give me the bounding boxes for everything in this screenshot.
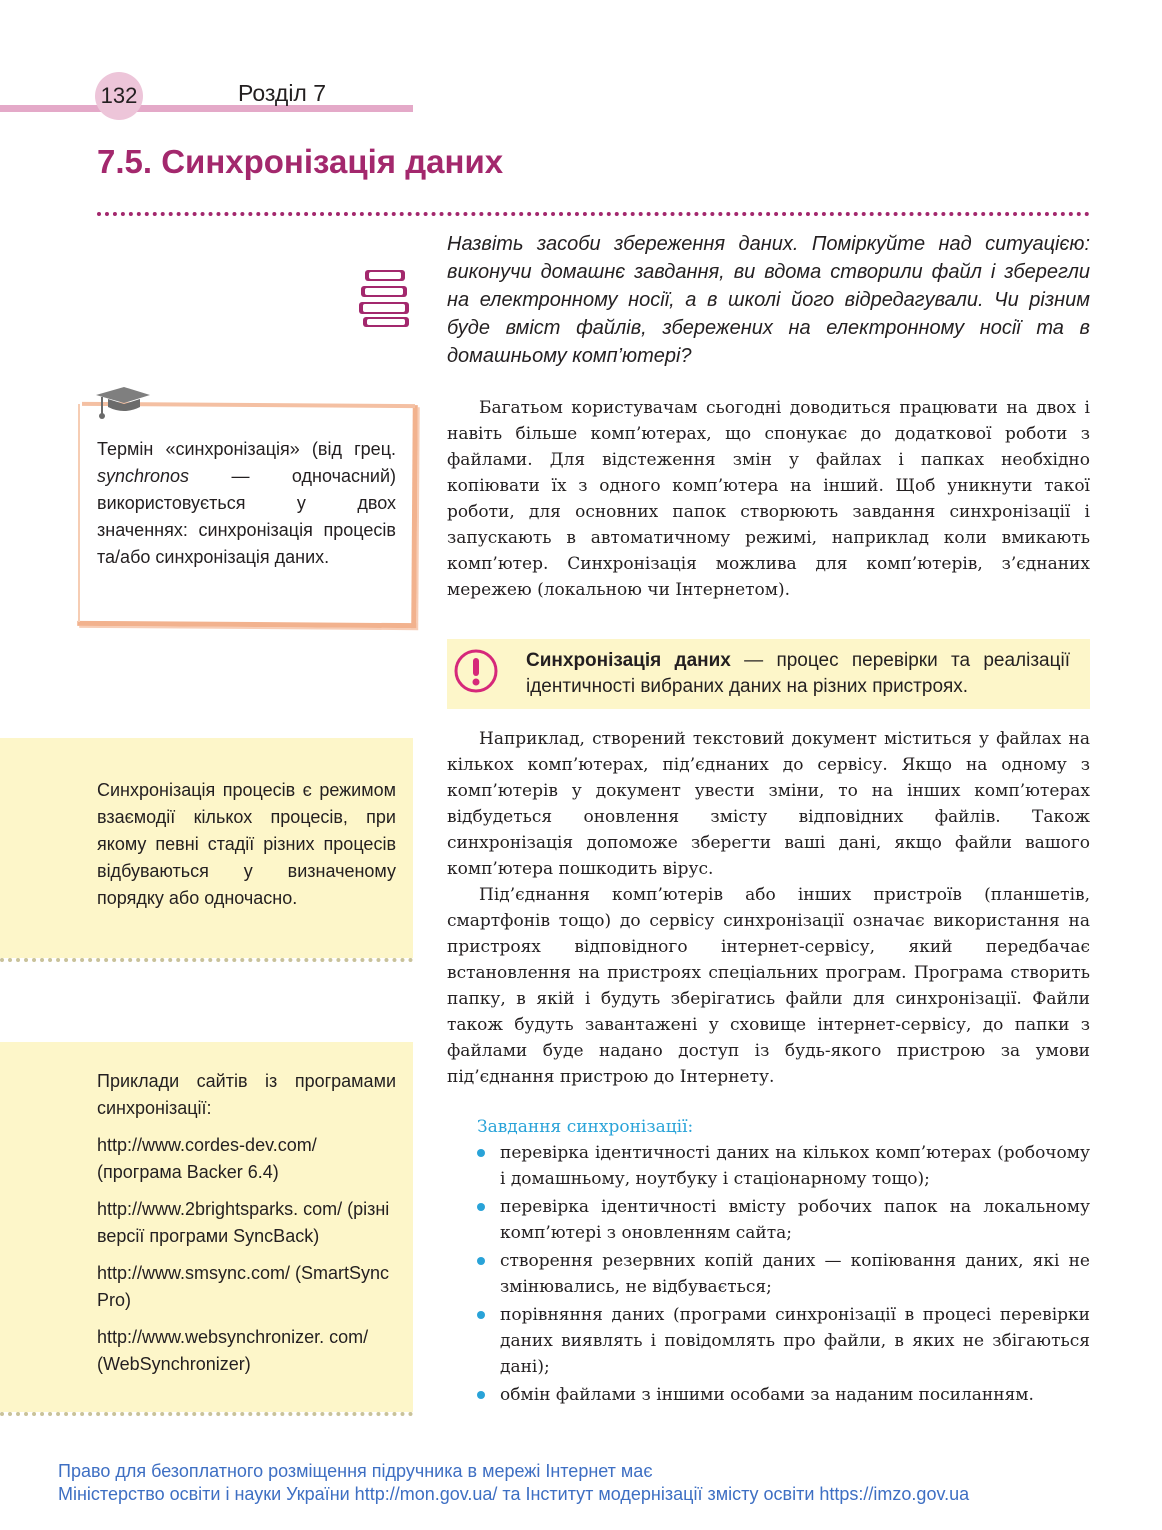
task-item-text: обмін файлами з іншими особами за наданим посиланням. xyxy=(500,1385,1034,1405)
tasks-heading: Завдання синхронізації: xyxy=(477,1117,694,1137)
title-divider xyxy=(97,212,1090,216)
task-item xyxy=(470,1194,1090,1246)
task-item-text: створення резервних копій даних — копіювання даних, які не змінювались, не відбувається; xyxy=(500,1251,1090,1297)
section-title: 7.5. Синхронізація даних xyxy=(97,143,504,180)
process-note-divider xyxy=(0,958,413,962)
task-item xyxy=(470,1140,1090,1192)
footer-notice xyxy=(58,1460,1148,1506)
bullet-icon xyxy=(477,1257,485,1265)
process-note-text: Синхронізація процесів є режимом взаємодії кількох процесів, при якому певні стадії різних процесів відбуваються у визначеному порядку або одночасно. xyxy=(97,780,396,908)
bullet-icon xyxy=(477,1311,485,1319)
body-paragraph-3: Під’єднання комп’ютерів або інших пристроїв (планшетів, смартфонів тощо) до сервісу синхронізації означає використання на пристроях відповідного інтернет-сервісу, який передбачає встановлення на пристроях спеціальних програм. Програма створить папку, в якій і будуть зберігатись файли для синхронізації. Файли також будуть завантажені у сховище інтернет-сервісу, до папки з файлами буде надано доступ із будь-якого пристрою за умови під’єднання пристрою до Інтернету. xyxy=(447,885,1090,1087)
term-note-text xyxy=(97,436,396,571)
term-note-box-edge-left xyxy=(78,404,80,622)
graduation-cap-icon xyxy=(94,385,152,421)
term-note-after: — одночасний) використовується у двох значеннях: синхронізація процесів та/або синхронізація даних. xyxy=(97,466,396,567)
sites-note-item: http://www.websynchronizer. com/ (WebSynchronizer) xyxy=(97,1327,369,1374)
task-item-text: перевірка ідентичності вмісту робочих папок на локальному комп’ютері з оновленням сайта; xyxy=(500,1197,1090,1243)
task-item xyxy=(470,1248,1090,1300)
body-paragraph-2: Наприклад, створений текстовий документ міститься у файлах на кількох комп’ютерах, під’єднаних до сервісу. Якщо на одному з комп’ютерів у документ увести зміни, то на інших комп’ютерах відбудеться оновлення змісту відповідних файлів. Також синхронізація допоможе зберегти ваші дані, якщо файли вашого комп’ютера пошкодить вірус. xyxy=(447,729,1090,879)
bullet-icon xyxy=(477,1391,485,1399)
task-item xyxy=(470,1382,1090,1408)
definition-term: Синхронізація даних xyxy=(526,650,731,671)
header-bar xyxy=(0,105,413,112)
footer-line-1: Право для безоплатного розміщення підручника в мережі Інтернет має xyxy=(58,1461,653,1481)
body-paragraph-1: Багатьом користувачам сьогодні доводиться працювати на двох і навіть більше комп’ютерах, що спонукає до додаткової роботи з файлами. Для відстеження змін у файлах і папках необхідно копіювати їх з одного комп’ютера на інший. Щоб уникнути такої роботи, для основних папок створюють завдання синхронізації і запускають в автоматичному режимі, наприклад коли вмикають комп’ютер. Синхронізація можлива для комп’ютерів, з’єднаних мережею (локальною чи Інтернетом). xyxy=(447,398,1090,600)
sites-note-item: http://www.smsync.com/ (SmartSync Pro) xyxy=(97,1263,390,1310)
definition-text xyxy=(526,648,1070,700)
bullet-icon xyxy=(477,1149,485,1157)
sites-note xyxy=(97,1068,396,1388)
bullet-icon xyxy=(477,1203,485,1211)
term-note-before: Термін «синхронізація» (від грец. xyxy=(97,439,396,459)
tasks-list xyxy=(470,1140,1090,1410)
definition-body: — процес перевірки та реалізації ідентичності вибраних даних на різних пристроях. xyxy=(526,650,1070,697)
sites-note-intro: Приклади сайтів із програмами синхронізації: xyxy=(97,1071,396,1118)
exclamation-icon xyxy=(453,648,499,694)
task-item-text: перевірка ідентичності даних на кількох комп’ютерах (робочому і домашньому, ноутбуку і стаціонарному тощо); xyxy=(500,1143,1090,1189)
intro-question: Назвіть засоби збереження даних. Поміркуйте над ситуацією: виконучи домашнє завдання, ви вдома створили файл і зберегли на електронному носії, а в школі його відредагували. Чи різним буде вміст файлів, збережених на електронному носії та в домашньому комп’ютері? xyxy=(447,233,1090,367)
page-number xyxy=(95,72,143,120)
task-item-text: порівняння даних (програми синхронізації в процесі перевірки даних виявлять і повідомлять про файли, в яких не збігаються дані); xyxy=(500,1305,1090,1377)
chapter-label: Розділ 7 xyxy=(238,80,327,106)
footer-line-2: Міністерство освіти і науки України http://mon.gov.ua/ та Інститут модернізації змісту освіти https://imzo.gov.ua xyxy=(58,1484,970,1504)
page-number-text: 132 xyxy=(100,83,138,108)
term-note-greek-word: synchronos xyxy=(97,466,190,486)
task-item xyxy=(470,1302,1090,1380)
sites-note-item: http://www.2brightsparks. com/ (різні версії програми SyncBack) xyxy=(97,1199,390,1246)
sites-note-divider xyxy=(0,1412,413,1416)
books-icon xyxy=(357,268,413,328)
sites-note-item: http://www.cordes-dev.com/ (програма Backer 6.4) xyxy=(97,1135,317,1182)
